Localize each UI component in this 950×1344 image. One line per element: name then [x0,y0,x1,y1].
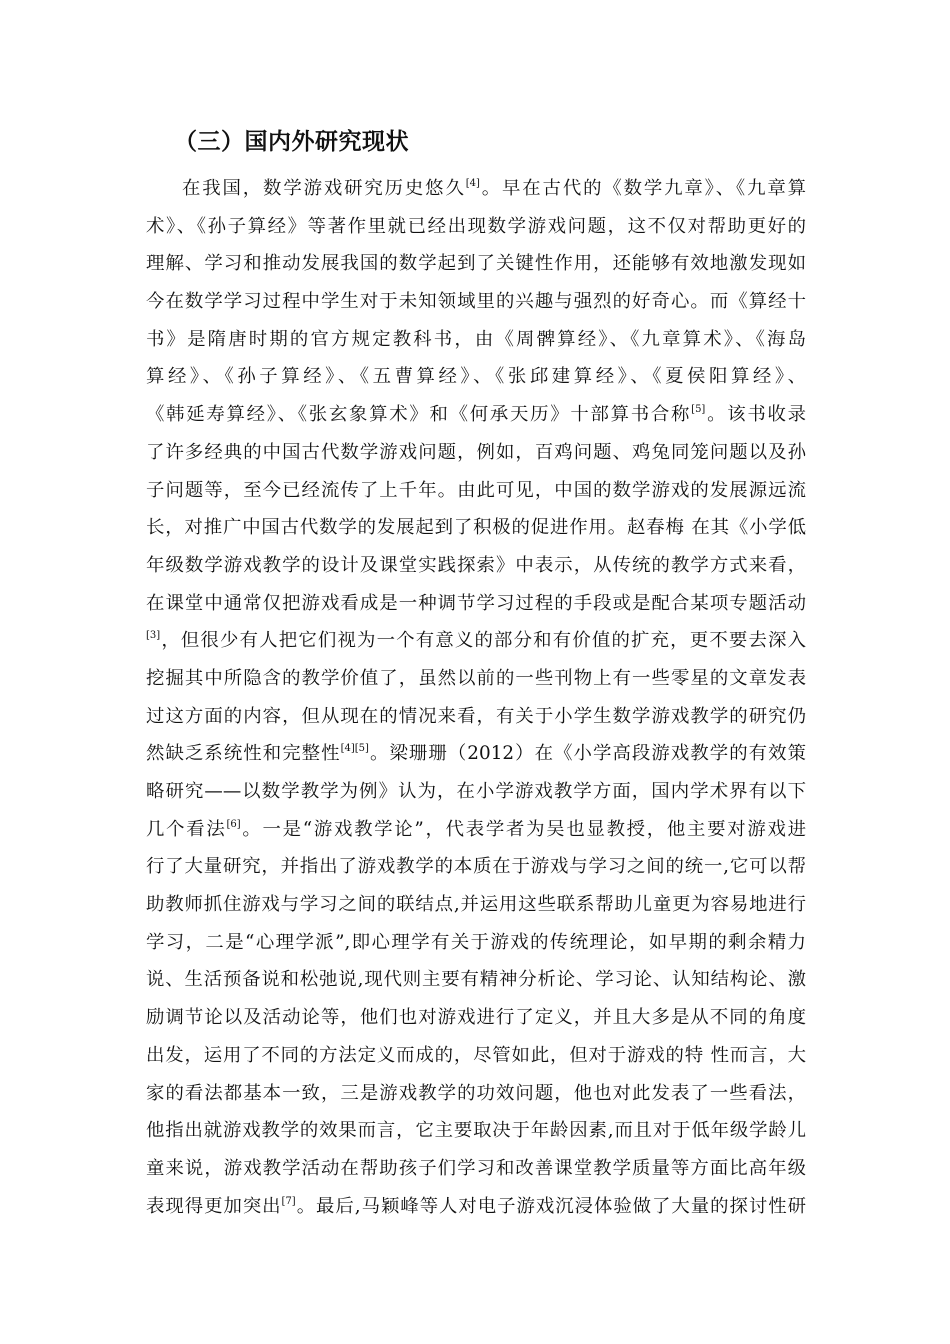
text-line [146,208,806,246]
text-line [146,547,806,585]
line-text: 学习，二是“心理学派”,即心理学有关于游戏的传统理论，如早期的剩余精力 [146,931,806,953]
line-text: 在课堂中通常仅把游戏看成是一种调节学习过程的手段或是配合某项专题活动 [146,592,806,614]
line-text: 助教师抓住游戏与学习之间的联结点,并运用这些联系帮助儿童更为容易地进行 [146,894,806,916]
text-line [146,886,806,924]
body-paragraph [146,170,806,1225]
line-text: 算经》、《孙子算经》、《五曹算经》、《张邱建算经》、《夏侯阳算经》、 [146,366,806,388]
text-line [146,811,806,849]
text-line [146,622,806,660]
line-text: 书》是隋唐时期的官方规定教科书，由《周髀算经》、《九章算术》、《海岛 [146,328,806,350]
text-line [146,1037,806,1075]
text-line [146,321,806,359]
line-text-continued: 。最后,马颖峰等人对电子游戏沉浸体验做了大量的探讨性研 [295,1195,806,1217]
text-line [146,245,806,283]
text-line [146,434,806,472]
line-text: 在我国，数学游戏研究历史悠久 [182,178,466,199]
line-text: 今在数学学习过程中学生对于未知领域里的兴趣与强烈的好奇心。而《算经十 [146,291,806,313]
line-text: 他指出就游戏教学的效果而言，它主要取决于年龄因素,而且对于低年级学龄儿 [146,1120,806,1142]
section-heading: （三）国内外研究现状 [174,129,409,155]
line-text-continued: 。早在古代的《数学九章》、《九章算 [479,178,806,199]
text-line [146,773,806,811]
line-text-continued: 。一是“游戏教学论”，代表学者为吴也显教授，他主要对游戏进 [240,818,806,840]
citation-ref: [5] [691,404,706,416]
text-line [146,698,806,736]
text-line [146,283,806,321]
line-text: 理解、学习和推动发展我国的数学起到了关键性作用，还能够有效地激发现如 [146,253,806,275]
line-text: 《韩延寿算经》、《张玄象算术》和《何承天历》十部算书合称 [146,404,692,426]
line-text: 几个看法 [146,818,227,840]
line-text: 行了大量研究，并指出了游戏教学的本质在于游戏与学习之间的统一,它可以帮 [146,856,806,878]
line-text: 出发，运用了不同的方法定义而成的，尽管如此，但对于游戏的特 性而言，大 [146,1044,806,1066]
text-line [146,1150,806,1188]
text-line [146,509,806,547]
line-text: 过这方面的内容，但从现在的情况来看，有关于小学生数学游戏教学的研究仍 [146,705,806,727]
text-line [146,924,806,962]
line-text-continued: ，但很少有人把它们视为一个有意义的部分和有价值的扩充，更不要去深入 [160,630,806,652]
text-line [146,999,806,1037]
line-text: 了许多经典的中国古代数学游戏问题，例如，百鸡问题、鸡兔同笼问题以及孙 [146,441,806,463]
text-line [146,1112,806,1150]
line-text: 挖掘其中所隐含的教学价值了，虽然以前的一些刊物上有一些零星的文章发表 [146,667,806,689]
text-line [146,1188,806,1226]
citation-ref: [3] [146,630,161,642]
line-text: 长，对推广中国古代数学的发展起到了积极的促进作用。赵春梅 在其《小学低 [146,517,806,539]
text-line [146,585,806,623]
text-line [146,1075,806,1113]
citation-ref: [4] [465,178,480,189]
line-text: 励调节论以及活动论等，他们也对游戏进行了定义，并且大多是从不同的角度 [146,1007,806,1029]
line-text: 表现得更加突出 [146,1195,282,1217]
text-line [146,660,806,698]
text-line [146,735,806,773]
text-line [146,396,806,434]
text-line [146,848,806,886]
line-text-continued: 。该书收录 [705,404,806,426]
line-text: 略研究——以数学教学为例》认为，在小学游戏教学方面，国内学术界有以下 [146,781,806,802]
text-line [146,961,806,999]
line-text: 童来说，游戏教学活动在帮助孩子们学习和改善课堂教学质量等方面比高年级 [146,1157,806,1179]
line-text: 年级数学游戏教学的设计及课堂实践探索》中表示，从传统的教学方式来看， [146,554,806,576]
citation-ref: [4][5] [340,743,369,755]
line-text: 然缺乏系统性和完整性 [146,743,341,765]
line-text: 家的看法都基本一致，三是游戏教学的功效问题，他也对此发表了一些看法， [146,1082,806,1104]
text-line [146,358,806,396]
line-text-continued: 。梁珊珊（2012）在《小学高段游戏教学的有效策 [368,743,806,765]
line-text: 说、生活预备说和松弛说,现代则主要有精神分析论、学习论、认知结构论、激 [146,969,806,991]
line-text: 术》、《孙子算经》等著作里就已经出现数学游戏问题，这不仅对帮助更好的 [146,215,806,237]
citation-ref: [6] [226,818,241,830]
text-line [146,170,806,208]
line-text: 子问题等，至今已经流传了上千年。由此可见，中国的数学游戏的发展源远流 [146,479,806,501]
text-line [146,472,806,510]
citation-ref: [7] [281,1195,296,1207]
